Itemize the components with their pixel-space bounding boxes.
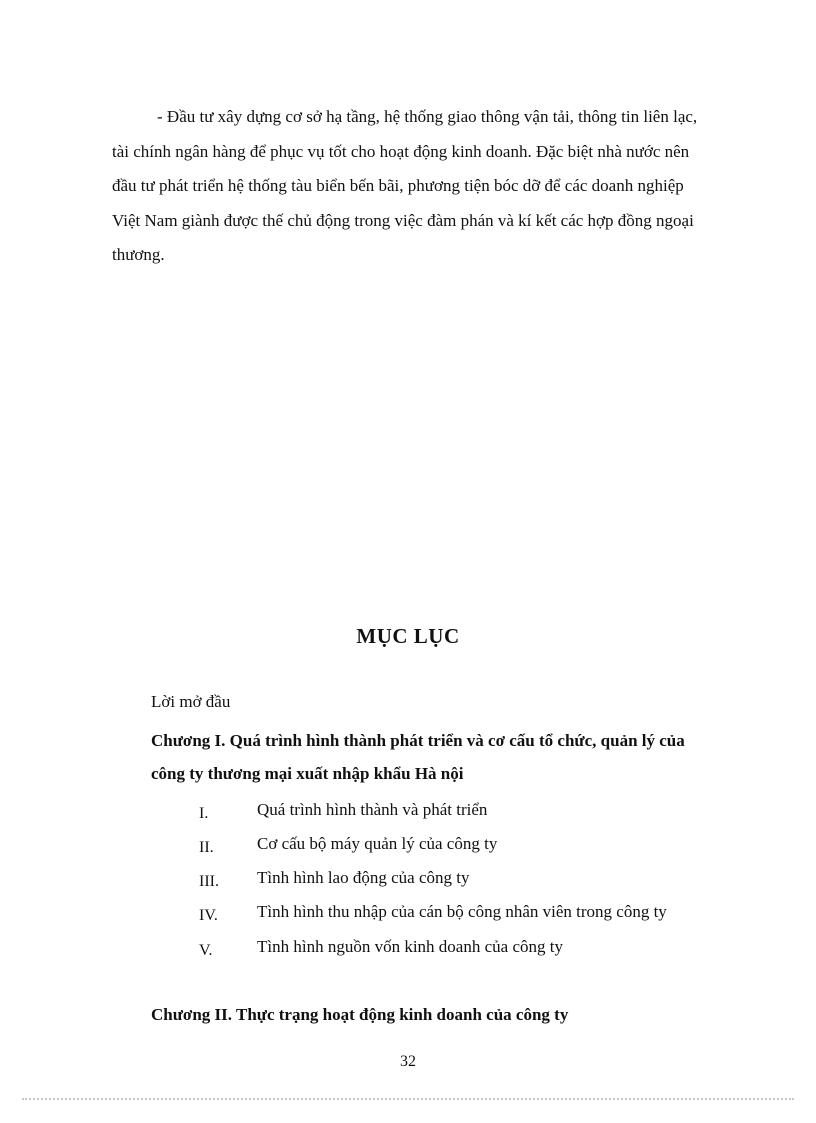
toc-item-number: IV. [199, 907, 218, 924]
toc-item-number: II. [199, 839, 214, 856]
paragraph-line: Việt Nam giành được thế chủ động trong việc đàm phán và kí kết các hợp đồng ngoại [112, 210, 694, 230]
toc-chapter-1 [151, 724, 685, 790]
toc-item-text: Tình hình thu nhập của cán bộ công nhân viên trong công ty [257, 902, 667, 921]
paragraph-line: thương. [112, 245, 165, 264]
toc-item-text: Tình hình lao động của công ty [257, 868, 470, 887]
toc-item-number: I. [199, 805, 209, 822]
toc-intro: Lời mở đầu [151, 692, 231, 711]
footer-divider [22, 1098, 794, 1100]
toc-chapter-2-line: Chương II. Thực trạng hoạt động kinh doanh của công ty [151, 1005, 569, 1024]
paragraph-line: tài chính ngân hàng để phục vụ tốt cho hoạt động kinh doanh. Đặc biệt nhà nước nên [112, 141, 690, 161]
paragraph-line: - Đầu tư xây dựng cơ sở hạ tầng, hệ thống giao thông vận tải, thông tin liên lạc, [157, 107, 698, 126]
body-paragraph [112, 100, 752, 273]
toc-title: MỤC LỤC [356, 624, 460, 648]
toc-item-text: Tình hình nguồn vốn kinh doanh của công ty [257, 937, 563, 956]
toc-chapter-1-line1: Chương I. Quá trình hình thành phát triển và cơ cấu tổ chức, quản lý của [151, 731, 685, 750]
toc-item-number: V. [199, 942, 213, 959]
toc-item-text: Cơ cấu bộ máy quản lý của công ty [257, 834, 498, 853]
toc-item-text: Quá trình hình thành và phát triển [257, 800, 488, 819]
page-number: 32 [400, 1053, 416, 1070]
toc-chapter-2 [151, 998, 568, 1031]
toc-item-number: III. [199, 873, 219, 890]
toc-chapter-1-line2: công ty thương mại xuất nhập khẩu Hà nội [151, 764, 464, 783]
paragraph-line: đầu tư phát triển hệ thống tàu biển bến bãi, phương tiện bóc dỡ để các doanh nghiệp [112, 176, 684, 195]
